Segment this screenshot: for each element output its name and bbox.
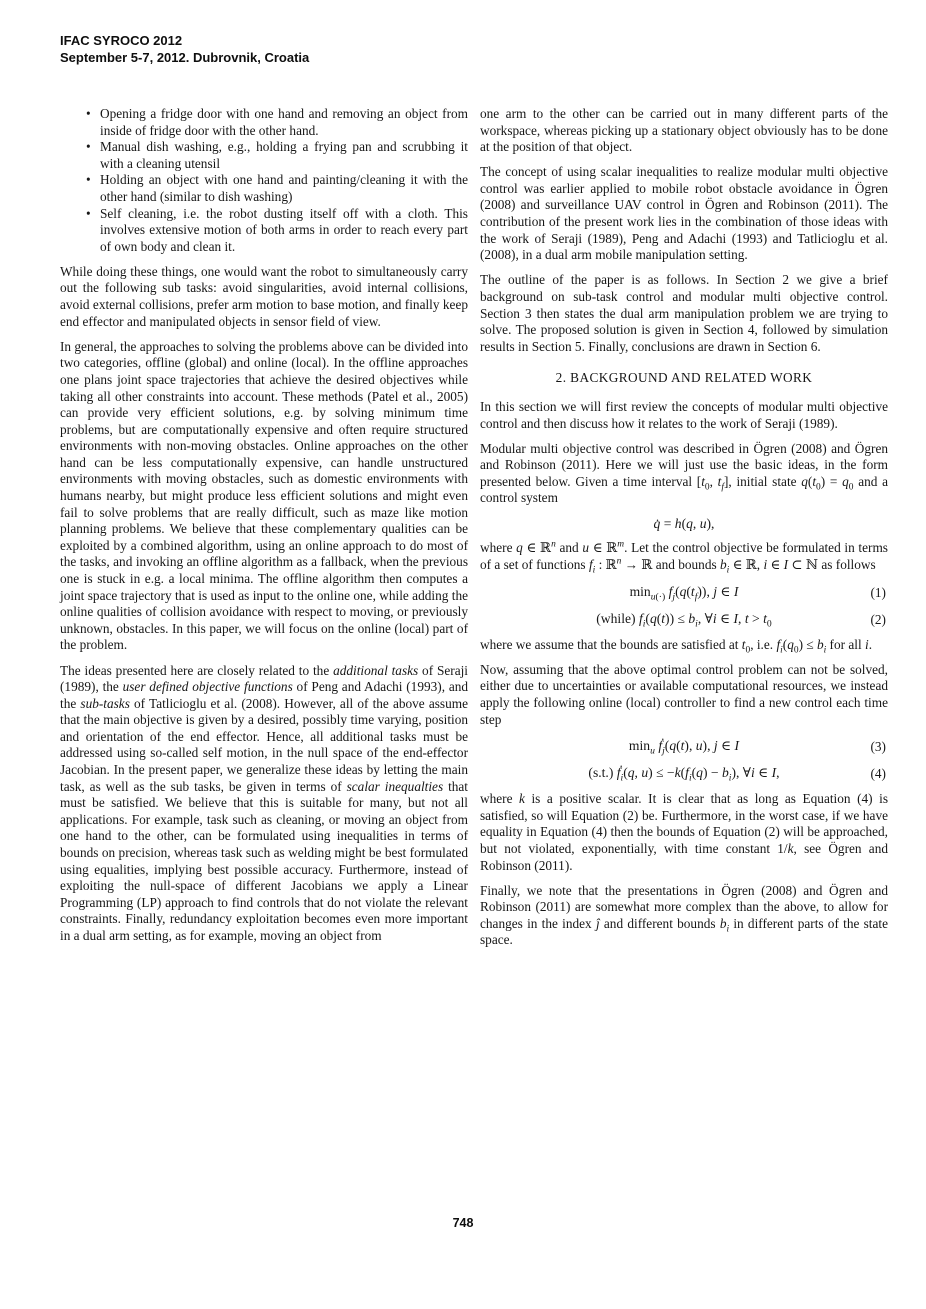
bullet-item: • Holding an object with one hand and painting/cleaning it with the other hand (similar to dish washing) xyxy=(86,172,468,205)
equation-number: (4) xyxy=(870,766,886,782)
paragraph-scalar: where k is a positive scalar. It is clear that as long as Equation (4) is satisfied, so will Equation (2) be. Furthermore, in the worst case, if we have equality in Equation (4) then the bounds of Equation (2) will be approached, but not violated, exponentially, with time constant 1/k, see Ögren and Robinson (2011). xyxy=(480,791,888,873)
equation-body: (s.t.) ḟ$_i$(q, $u) \le -k(f_i(q) - b_i)$, ∀i ∈ I, xyxy=(588,765,780,784)
paragraph-final: Finally, we note that the presentations in Ögren (2008) and Ögren and Robinson (2011) are somewhat more complex than the above, to allow for changes in the index ĵ and different bounds $b_i$ in different parts of the state space. xyxy=(480,882,888,948)
equation-3 xyxy=(480,737,888,755)
page-number: 748 xyxy=(452,1216,474,1230)
conference-title: IFAC SYROCO 2012 xyxy=(60,33,183,48)
equation-4 xyxy=(480,764,888,782)
equation-number: (1) xyxy=(870,584,886,600)
right-column xyxy=(480,106,888,957)
bullet-list xyxy=(60,106,468,255)
content-columns xyxy=(60,106,888,957)
page-header xyxy=(60,33,309,66)
paragraph-outline: The outline of the paper is as follows. In Section 2 we give a brief background on sub-task control and modular multi objective control. Section 3 then states the dual arm manipulation problem we are trying to solve. The proposed solution is given in Section 4, followed by simulation results in Section 5. Finally, conclusions are drawn in Section 6. xyxy=(480,272,888,354)
bullet-item: • Self cleaning, i.e. the robot dusting itself off with a cloth. This involves extensive motion of both arms in order to reach every part of own body and clean it. xyxy=(86,206,468,256)
equation-body: q̇ = h(q, u), xyxy=(653,516,715,532)
equation-number: (3) xyxy=(870,739,886,755)
equation-2 xyxy=(480,610,888,628)
section-heading: 2. BACKGROUND AND RELATED WORK xyxy=(555,370,813,386)
paragraph-subtasks: While doing these things, one would want the robot to simultaneously carry out the following sub tasks: avoid singularities, avoid internal collisions, avoid external collisions, prefer arm motion to base motion, and finally keep end effector and manipulated objects in sensor field of view. xyxy=(60,263,468,329)
conference-date-location: September 5-7, 2012. Dubrovnik, Croatia xyxy=(60,49,310,65)
equation-body: $\min_{u(\cdot)} f_j(q(t_f))$, j ∈ I xyxy=(629,583,739,603)
equation-body: $\min_u$ ḟ$_j$(q(t), u), j ∈ I xyxy=(628,738,740,757)
paragraph-controller: Now, assuming that the above optimal control problem can not be solved, either due to uncertainties or available computational resources, we instead apply the following online (local) controller to find a new control each time step xyxy=(480,661,888,727)
equation-number: (2) xyxy=(870,611,886,627)
paragraph-formulation: where q ∈ ℝ$^n$ and u ∈ ℝ$^m$. Let the control objective be formulated in terms of a set of functions $f_i$ : ℝ$^n$ → ℝ and bounds $b_i$ ∈ ℝ, i ∈ I ⊂ ℕ as follows xyxy=(480,540,888,576)
paragraph-workspace: one arm to the other can be carried out in many different parts of the workspace, whereas picking up a stationary object obviously has to be done at the position of that object. xyxy=(480,106,888,155)
paragraph-related-ideas: The ideas presented here are closely related to the additional tasks of Seraji (1989), the user defined objective functions of Peng and Adachi (1993), and the sub-tasks of Tatlicioglu et al. (2008). However, all of the above assume that the main objective is given by a desired, possibly time varying, position and orientation of the end effector. Hence, all additional tasks must be addressed using so-called self motion, in the null space of the end-effector Jacobian. In the present paper, we generalize these ideas by letting the main task, as well as the sub tasks, be given in terms of scalar inequalties that must be satisfied. We believe that this is suitable for many, but not all applications. For example, task such as cleaning, or moving an object from one hand to the other, can be formulated using inequalities in terms of bounds on precision, whereas task such as welding might be best formulated using equalities, implying best possible accuracy. Furthermore, instead of exploiting the null-space of different Jacobians we apply a Linear Programming (LP) approach to find controls that do not violate the relevant constraints. Finally, redundancy exploitation becomes even more important in a dual arm setting, as for example, moving an object from xyxy=(60,662,469,943)
paragraph-approaches: In general, the approaches to solving the problems above can be divided into two categories, offline (global) and online (local). In the offline approaches one plans joint space trajectories that achieve the desired objectives while taking all other constraints into account. These methods (Patel et al., 2005) can provide very efficient solutions, e.g. by solving minimum time problems, but are computationally expensive and often require structured environments with non-moving obstacles. Online approaches on the other hand can be less computationally expensive, can handle unstructured environments with moving obstacles, such as domestic environments with humans nearby, but might produce less efficient solutions and might even fail to solve problems that are really difficult, such as maze like motion planning problems. We believe that these complementary qualities can be exploited by a combined algorithm, using an online approach to do most of the tasks, and invoking an offline algorithm as a fallback, when the previous one is stuck in e.g. a local minima. The offline algorithm then computes a joint space trajectory that is used as input to the online one, while adding the online qualities of collision avoidance with respect to moving, or previously unknown, obstacles. In this paper, we will focus on the online (local) part of the problem. xyxy=(60,338,469,653)
paragraph-bounds: where we assume that the bounds are satisfied at $t_0$, i.e. $f_i(q_0) \le b_i$ for all i. xyxy=(480,636,873,656)
equation-1 xyxy=(480,583,888,601)
paragraph-concept: The concept of using scalar inequalities to realize modular multi objective control was earlier applied to mobile robot obstacle avoidance in Ögren (2008) and surveillance UAV control in Ögren and Robinson (2011). The contribution of the present work lies in the combination of those ideas with the work of Seraji (1989), Peng and Adachi (1993) and Tatlicioglu et al. (2008), in a dual arm mobile manipulation setting. xyxy=(480,164,888,263)
bullet-item: • Manual dish washing, e.g., holding a frying pan and scrubbing it with a cleaning utensil xyxy=(86,139,468,172)
paragraph-modular-control: Modular multi objective control was described in Ögren (2008) and Ögren and Robinson (2011). Here we will just use the basic ideas, in the form presented below. Given a time interval [$t_0$, $t_f$], initial state $q(t_0) = q_0$ and a control system xyxy=(480,440,888,506)
paragraph-section-intro: In this section we will first review the concepts of modular multi objective control and then discuss how it relates to the work of Seraji (1989). xyxy=(480,398,888,431)
bullet-item: • Opening a fridge door with one hand and removing an object from inside of fridge door with the other hand. xyxy=(86,106,468,139)
equation-body: (while) $f_i(q(t)) \le b_i$, ∀i ∈ I, $t > t_0$ xyxy=(596,610,772,630)
left-column xyxy=(60,106,468,957)
equation-system xyxy=(480,515,888,533)
